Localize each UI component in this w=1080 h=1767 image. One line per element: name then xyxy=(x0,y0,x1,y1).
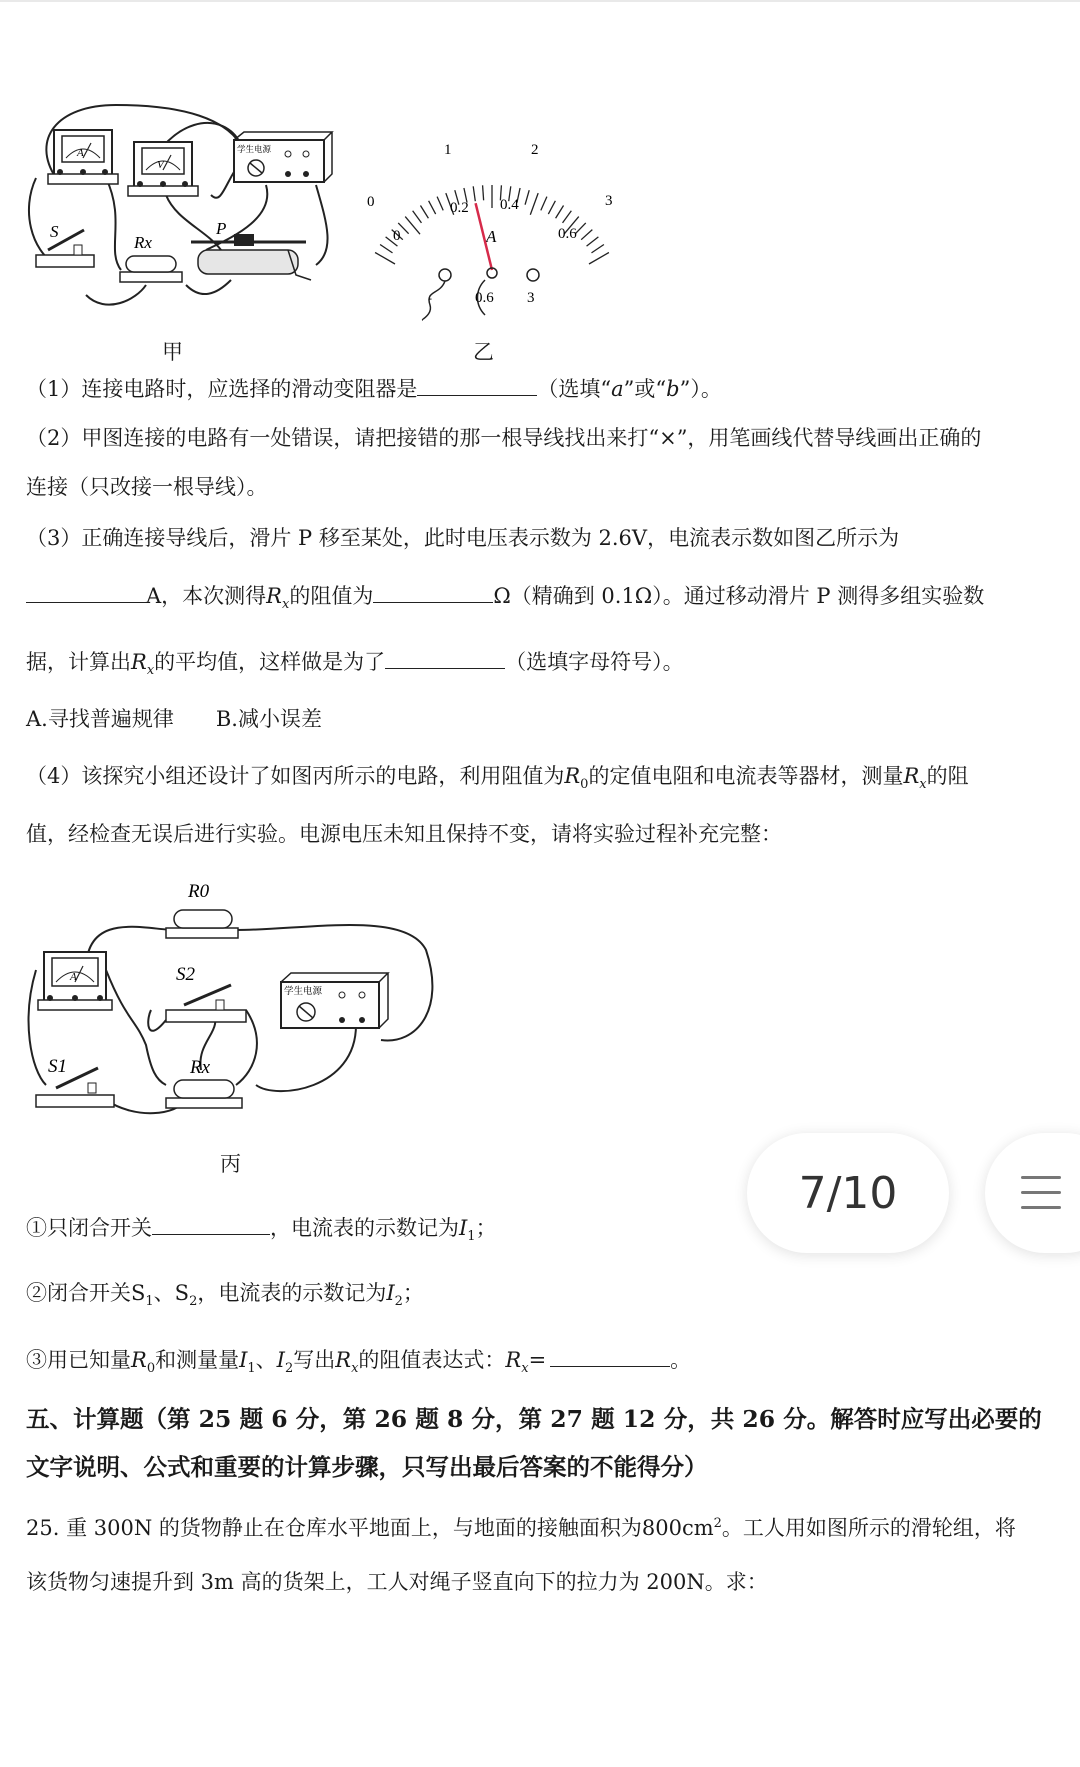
rx-resistor-icon xyxy=(166,1080,242,1108)
question-3-line-2: A，本次测得$R_x$的阻值为 Ω（精确到 0.1Ω）。通过移动滑片 P 测得多组实验数 xyxy=(26,580,984,620)
question-1: （1）连接电路时，应选择的滑动变阻器是 （选填“a”或“b”）。 xyxy=(26,373,722,404)
dial-tick xyxy=(548,201,555,214)
rx-label: Rx xyxy=(190,1057,211,1078)
question-2-line-2: 连接（只改接一根导线）。 xyxy=(26,475,268,499)
dial-tick xyxy=(413,211,422,223)
page-indicator[interactable] xyxy=(747,1133,949,1253)
dial-tick xyxy=(530,193,538,215)
lower-scale-0-6: 0.6 xyxy=(558,226,577,242)
question-3-line-1: （3）正确连接导线后，滑片 P 移至某处，此时电压表示数为 2.6V，电流表示数如图乙所示为 xyxy=(26,526,900,550)
r0-label: R0 xyxy=(188,881,210,902)
answer-blank-switch[interactable] xyxy=(152,1212,270,1235)
figure-bing-circuit xyxy=(26,870,436,1125)
dial-tick xyxy=(591,245,603,253)
power-supply-label: 学生电源 xyxy=(284,987,323,997)
s1-label: S1 xyxy=(48,1056,67,1077)
question-4-line-2: 值，经检查无误后进行实验。电源电压未知且保持不变，请将实验过程补充完整： xyxy=(26,822,782,846)
dial-tick xyxy=(483,185,484,200)
section-5-heading-line-2: 文字说明、公式和重要的计算步骤，只写出最后答案的不能得分） xyxy=(26,1453,708,1481)
dial-tick xyxy=(587,237,599,246)
answer-blank-current[interactable] xyxy=(26,580,146,603)
question-25-line-2: 该货物匀速提升到 3m 高的货架上，工人对绳子竖直向下的拉力为 200N。求： xyxy=(26,1570,768,1594)
figure-yi-label: 乙 xyxy=(473,340,494,364)
resistor-icon xyxy=(120,256,182,282)
step-2: ②闭合开关$S_1$、$S_2$，电流表的示数记为$I_2$； xyxy=(26,1281,424,1310)
dial-tick xyxy=(581,230,592,240)
upper-scale-1: 1 xyxy=(444,142,452,158)
answer-blank-resistance[interactable] xyxy=(373,580,493,603)
figure-bing-label: 丙 xyxy=(220,1152,241,1176)
menu-button[interactable] xyxy=(985,1133,1080,1253)
power-supply-label: 学生电源 xyxy=(237,144,272,154)
lower-scale-0-4: 0.4 xyxy=(500,197,519,213)
lower-scale-0: 0 xyxy=(393,228,401,244)
question-3-options: A.寻找普遍规律 B.减小误差 xyxy=(26,707,322,731)
s2-switch-icon xyxy=(166,985,246,1022)
switch-icon xyxy=(36,230,94,267)
dial-tick xyxy=(473,186,475,201)
resistor-label: Rx xyxy=(134,233,152,252)
upper-scale-0: 0 xyxy=(367,194,375,210)
voltmeter-letter: V xyxy=(157,159,164,171)
answer-blank-1[interactable] xyxy=(417,373,537,396)
answer-blank-purpose[interactable] xyxy=(385,646,505,669)
figure-jia-label: 甲 xyxy=(162,340,183,364)
dial-tick xyxy=(429,201,436,214)
ammeter-letter: A xyxy=(77,147,84,159)
upper-scale-2: 2 xyxy=(531,142,539,158)
page-indicator-text: 7/10 xyxy=(798,1167,898,1219)
dial-tick xyxy=(575,223,585,234)
upper-scale-3: 3 xyxy=(605,193,613,209)
rheostat-icon xyxy=(191,234,311,280)
terminal-0-6: 0.6 xyxy=(475,290,494,306)
switch-label: S xyxy=(50,222,59,241)
terminal-neg: - xyxy=(428,291,432,305)
dial-tick xyxy=(437,197,443,211)
dial-tick xyxy=(525,190,529,204)
power-supply-icon xyxy=(234,132,332,182)
slider-label: P xyxy=(216,219,227,238)
dial-unit: A xyxy=(486,227,497,246)
figure-jia-circuit xyxy=(26,100,356,330)
ammeter-letter: A xyxy=(70,971,77,983)
s2-label: S2 xyxy=(176,964,195,985)
question-4-line-1: （4）该探究小组还设计了如图丙所示的电路，利用阻值为$R_0$的定值电阻和电流表等器材，测量$R_x$的阻 xyxy=(26,764,969,793)
answer-blank-expression[interactable] xyxy=(550,1344,670,1367)
question-3-line-3: 据，计算出$R_x$的平均值，这样做是为了 （选填字母符号）。 xyxy=(26,646,684,686)
lower-scale-0-2: 0.2 xyxy=(450,200,469,216)
dial-tick xyxy=(589,253,609,265)
terminal-3: 3 xyxy=(527,290,535,306)
dial-tick xyxy=(420,206,428,219)
section-5-heading-line-1: 五、计算题（第 25 题 6 分，第 26 题 8 分，第 27 题 12 分，共 26 分。解答时应写出必要的 xyxy=(26,1405,1042,1433)
dial-tick xyxy=(556,206,564,219)
dial-tick xyxy=(380,245,392,253)
question-2-line-1: （2）甲图连接的电路有一处错误，请把接错的那一根导线找出来打“×”，用笔画线代替导线画出正确的 xyxy=(26,426,982,450)
power-supply-icon xyxy=(281,973,388,1028)
dial-tick xyxy=(563,211,572,223)
step-1: ①只闭合开关 ，电流表的示数记为$I_1$； xyxy=(26,1212,497,1252)
top-divider xyxy=(0,0,1080,2)
step-3: ③用已知量$R_0$和测量量$I_1$、$I_2$写出$R_x$的阻值表达式：$R_x=$ 。 xyxy=(26,1344,691,1384)
dial-tick xyxy=(541,197,547,211)
figure-yi-ammeter-dial xyxy=(355,130,620,325)
r0-resistor-icon xyxy=(166,910,238,938)
question-25-line-1: 25. 重 300N 的货物静止在仓库水平地面上，与地面的接触面积为$800cm^2$。工人用如图所示的滑轮组，将 xyxy=(26,1516,1016,1540)
dial-tick xyxy=(375,253,395,265)
